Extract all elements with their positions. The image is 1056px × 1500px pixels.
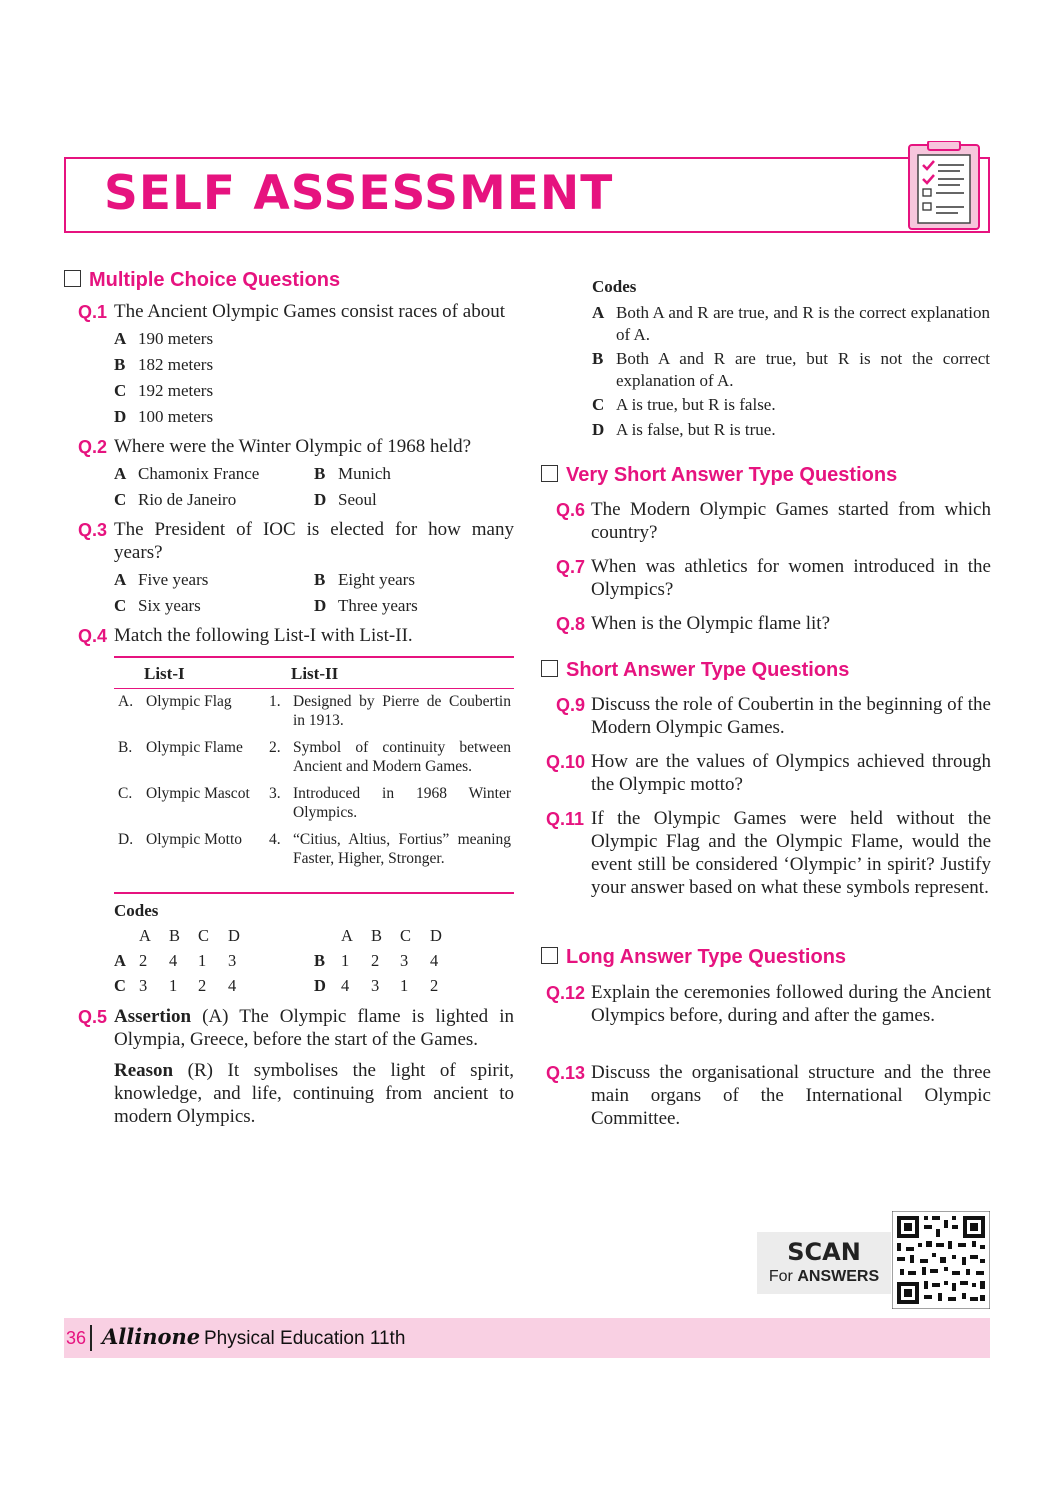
q1-number: Q.1 — [78, 302, 108, 322]
codes-col-a: A — [341, 926, 353, 945]
codes-col-a: A — [139, 926, 151, 945]
section-mcq: Multiple Choice Questions — [64, 269, 340, 292]
q12-number: Q.12 — [546, 983, 586, 1003]
codes-col-b: B — [169, 926, 181, 945]
q5-codes-label: Codes — [592, 277, 637, 296]
reason-label: Reason — [114, 1060, 174, 1081]
qr-code-icon[interactable] — [892, 1211, 990, 1309]
table-row-a-num: 1. — [269, 693, 281, 710]
table-row-c-list1: Olympic Mascot — [146, 785, 250, 802]
q5-option-d: D A is false, but R is true. — [592, 420, 776, 439]
q10-text: How are the values of Olympics achieved through the Olympic motto? — [591, 751, 991, 795]
table-row-b-list2: Symbol of continuity between Ancient and Modern Games. — [293, 739, 511, 775]
q1-option-d: D 100 meters — [114, 407, 214, 426]
q2-text: Where were the Winter Olympic of 1968 held? — [114, 436, 472, 457]
table-row-b-num: 2. — [269, 739, 281, 756]
codes-col-d: D — [228, 926, 240, 945]
table-row-a-list2: Designed by Pierre de Coubertin in 1913. — [293, 693, 511, 729]
brand-logo: Allinone — [102, 1324, 201, 1349]
q6-number: Q.6 — [556, 500, 586, 520]
codes-value: 4 — [430, 951, 439, 970]
q3-option-c: C Six years — [114, 596, 201, 615]
table-row-c-key: C. — [118, 785, 133, 802]
table-header-list1: List-I — [144, 664, 185, 683]
section-short-answer: Short Answer Type Questions — [541, 659, 849, 682]
q6-text: The Modern Olympic Games started from which country? — [591, 499, 991, 543]
q9-number: Q.9 — [556, 695, 586, 715]
checkbox-icon — [541, 947, 558, 964]
q1-option-c: C 192 meters — [114, 381, 214, 400]
codes-value: 4 — [341, 976, 350, 995]
section-long-answer: Long Answer Type Questions — [541, 946, 846, 969]
q8-number: Q.8 — [556, 614, 586, 634]
codes-value: 2 — [430, 976, 439, 995]
checkbox-icon — [541, 465, 558, 482]
codes-value: 3 — [371, 976, 380, 995]
q2-option-c: C Rio de Janeiro — [114, 490, 237, 509]
codes-value: 3 — [139, 976, 148, 995]
codes-value: 4 — [169, 951, 178, 970]
q4-codes-grid — [114, 926, 534, 998]
q7-text: When was athletics for women introduced in the Olympics? — [591, 556, 991, 600]
q3-text: The President of IOC is elected for how many years? — [114, 519, 514, 563]
q1-option-a: A 190 meters — [114, 329, 214, 348]
codes-value: 2 — [139, 951, 148, 970]
footer-divider — [90, 1325, 92, 1351]
q11-number: Q.11 — [546, 809, 585, 829]
checklist-icon — [906, 141, 982, 233]
q3-number: Q.3 — [78, 520, 108, 540]
q10-number: Q.10 — [546, 752, 586, 772]
q1-option-b: B 182 meters — [114, 355, 214, 374]
page-number: 36 — [66, 1328, 87, 1348]
q8-text: When is the Olympic flame lit? — [591, 613, 831, 634]
footer-bar — [64, 1318, 990, 1358]
codes-col-c: C — [400, 926, 412, 945]
checkbox-icon — [541, 660, 558, 677]
q7-number: Q.7 — [556, 557, 586, 577]
q3-option-d: D Three years — [314, 596, 418, 615]
q5-assertion: Assertion (A) The Olympic flame is lighted in Olympia, Greece, before the start of the Games. — [114, 1006, 514, 1050]
codes-value: 1 — [400, 976, 409, 995]
q4-number: Q.4 — [78, 626, 108, 646]
match-table — [114, 656, 514, 894]
q5-reason: Reason (R) It symbolises the light of spirit, knowledge, and life, continuing from ancient to modern Olympics. — [114, 1060, 514, 1127]
table-row-a-key: A. — [118, 693, 134, 710]
scan-for-answers-label — [757, 1232, 891, 1294]
q3-option-a: A Five years — [114, 570, 209, 589]
codes-option-b-label: B — [314, 951, 326, 970]
q2-option-d: D Seoul — [314, 490, 377, 509]
codes-value: 1 — [198, 951, 207, 970]
page-title: SELF ASSESSMENT — [104, 166, 614, 221]
codes-value: 1 — [341, 951, 350, 970]
codes-value: 3 — [400, 951, 409, 970]
q2-option-b: B Munich — [314, 464, 391, 483]
table-row-d-list1: Olympic Motto — [146, 831, 243, 848]
codes-col-d: D — [430, 926, 442, 945]
q5-option-a: A Both A and R are true, and R is the correct explanation of A. — [592, 303, 990, 344]
q4-codes-label: Codes — [114, 901, 159, 920]
codes-value: 1 — [169, 976, 178, 995]
q11-text: If the Olympic Games were held without the Olympic Flag and the Olympic Flame, would the event still be considered ‘Olympic’ in spirit? Justify your answer based on what these symbols represent. — [591, 808, 991, 898]
q13-number: Q.13 — [546, 1063, 586, 1083]
codes-value: 2 — [371, 951, 380, 970]
q5-option-c: C A is true, but R is false. — [592, 395, 776, 414]
table-row-d-num: 4. — [269, 831, 281, 848]
q13-text: Discuss the organisational structure and the three main organs of the International Olympic Committee. — [591, 1062, 991, 1129]
codes-col-b: B — [371, 926, 383, 945]
table-row-b-list1: Olympic Flame — [146, 739, 243, 756]
table-header-list2: List-II — [291, 664, 339, 683]
codes-value: 4 — [228, 976, 237, 995]
table-row-c-num: 3. — [269, 785, 281, 802]
codes-col-c: C — [198, 926, 210, 945]
table-row-b-key: B. — [118, 739, 133, 756]
table-header-rule — [114, 688, 514, 689]
table-row-d-list2: “Citius, Altius, Fortius” meaning Faster, Higher, Stronger. — [293, 831, 511, 867]
q9-text: Discuss the role of Coubertin in the beginning of the Modern Olympic Games. — [591, 694, 991, 738]
scan-subtitle: For ANSWERS — [768, 1268, 880, 1285]
q1-text: The Ancient Olympic Games consist races of about — [114, 301, 505, 322]
checkbox-icon — [64, 270, 81, 287]
table-row-c-list2: Introduced in 1968 Winter Olympics. — [293, 785, 511, 821]
codes-value: 3 — [228, 951, 237, 970]
codes-value: 2 — [198, 976, 207, 995]
assertion-label: Assertion — [114, 1006, 192, 1027]
q5-option-b: B Both A and R are true, but R is not the correct explanation of A. — [592, 349, 990, 390]
codes-option-c-label: C — [114, 976, 126, 995]
q5-number: Q.5 — [78, 1007, 108, 1027]
codes-option-a-label: A — [114, 951, 126, 970]
table-row-a-list1: Olympic Flag — [146, 693, 232, 710]
q4-text: Match the following List-I with List-II. — [114, 625, 413, 646]
q12-text: Explain the ceremonies followed during the Ancient Olympics before, during and after the games. — [591, 982, 991, 1026]
q2-number: Q.2 — [78, 437, 108, 457]
codes-option-d-label: D — [314, 976, 326, 995]
q3-option-b: B Eight years — [314, 570, 415, 589]
section-very-short-answer: Very Short Answer Type Questions — [541, 464, 897, 487]
q2-option-a: A Chamonix France — [114, 464, 260, 483]
table-row-d-key: D. — [118, 831, 134, 848]
scan-title: SCAN — [787, 1238, 861, 1266]
book-title: Physical Education 11th — [204, 1328, 406, 1349]
